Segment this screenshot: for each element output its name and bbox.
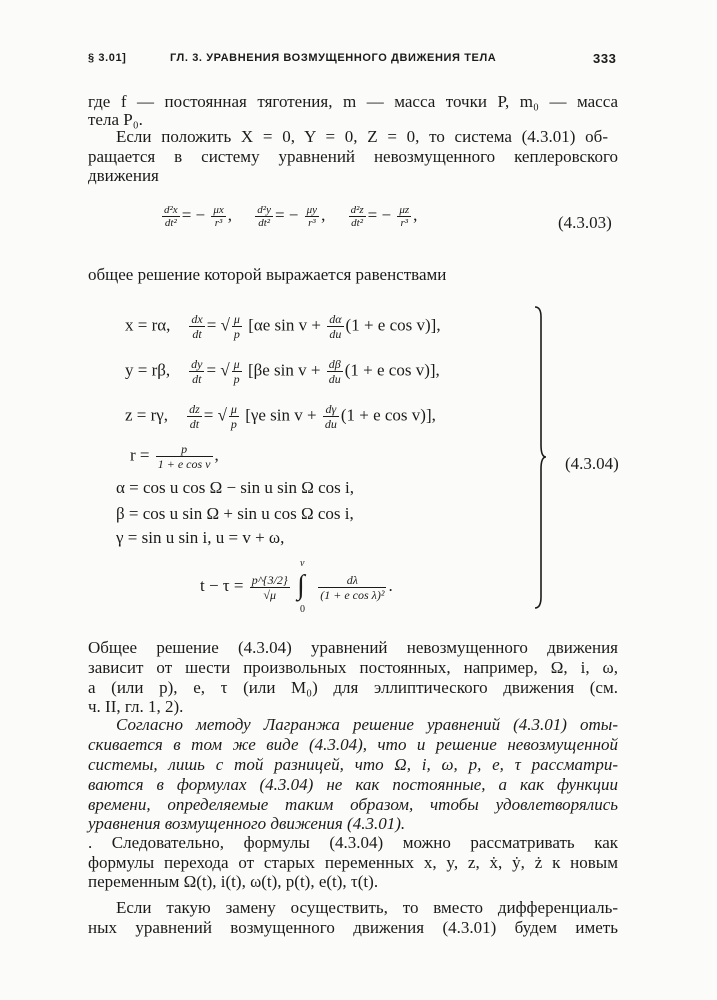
text-line: зависит от шести произвольных постоянных, например, Ω, i, ω, <box>88 658 618 677</box>
text-line: времени, определяемые таким образом, чтобы удовлетворялись <box>88 795 618 814</box>
equation-row-beta: β = cos u sin Ω + sin u cos Ω cos i, <box>116 504 354 523</box>
equation-4-3-03: $\frac{\text{d²x}}{\text{dt²}}$ = − $\frac{\mu x}{\text{r³}}$ , $\frac{\text{d²y}}{\text{dt²}}$ = − $\frac{\mu y}{\text{r³}}$ , $\frac{\text{d²z}}{\text{dt²}}$ = − $\frac{\mu z}{\text{r³}}$ , <box>164 204 418 229</box>
text-line: тела P₀. <box>88 110 143 129</box>
text-line: движения <box>88 166 159 185</box>
text-line: ращается в систему уравнений невозмущенного кеплеровского <box>88 147 618 166</box>
equation-row-gamma: γ = sin u sin i, u = v + ω, <box>116 528 285 547</box>
text-line: Если такую замену осуществить, то вместо дифференциаль- <box>116 898 618 917</box>
text-line: a (или p), e, τ (или M₀) для эллиптического движения (см. <box>88 678 618 697</box>
section-ref: § 3.01] <box>88 52 127 64</box>
text-line: . Следовательно, формулы (4.3.04) можно рассматривать как <box>88 833 618 852</box>
text-line: ных уравнений возмущенного движения (4.3.01) будем иметь <box>88 918 618 937</box>
right-brace <box>533 305 547 610</box>
equation-row-r: r = $\frac{p}{\text{1 + e cos v}}$ , <box>130 442 219 471</box>
equation-label-4-3-03: (4.3.03) <box>558 213 612 232</box>
text-line: системы, лишь с той разницей, что Ω, i, ω, p, e, τ рассматри- <box>88 755 618 774</box>
text-line: Если положить X = 0, Y = 0, Z = 0, то система (4.3.01) об- <box>116 127 608 146</box>
text-line: где f — постоянная тяготения, m — масса точки P, m₀ — масса <box>88 92 618 111</box>
text-line: ваются в формулах (4.3.04) не как постоянные, а как функции <box>88 775 618 794</box>
text-line: формулы перехода от старых переменных x, y, z, ẋ, ẏ, ż к новым <box>88 853 618 872</box>
text-line: ч. II, гл. 1, 2). <box>88 697 184 716</box>
equation-label-4-3-04: (4.3.04) <box>565 454 619 473</box>
text-line: Согласно методу Лагранжа решение уравнений (4.3.01) оты- <box>116 715 618 734</box>
text-line: общее решение которой выражается равенствами <box>88 265 447 284</box>
equation-row-time: t − τ = $\frac{p\^{}\{3/2\}}{√\mu}$ v ∫ 0 $\frac{d\lambda}{\text{(1 + e cos λ)²}}$ . <box>200 558 393 615</box>
running-title: ГЛ. 3. УРАВНЕНИЯ ВОЗМУЩЕННОГО ДВИЖЕНИЯ ТЕЛА <box>170 52 497 64</box>
equation-row-alpha: α = cos u cos Ω − sin u sin Ω cos i, <box>116 478 354 497</box>
equation-row-z: z = rγ, $\frac{dz}{dt}$ = √ $\frac{\mu}{p}$ [γe sin v + $\frac{d\gamma}{du}$ (1 + e cos v)], <box>125 402 436 431</box>
text-line: переменным Ω(t), i(t), ω(t), p(t), e(t), τ(t). <box>88 872 379 891</box>
text-line: скивается в том же виде (4.3.04), что и решение невозмущенной <box>88 735 618 754</box>
equation-row-x: x = rα, $\frac{dx}{dt}$ = √ $\frac{\mu}{p}$ [αe sin v + $\frac{d\alpha}{du}$ (1 + e cos v)], <box>125 312 441 341</box>
text-line: уравнения возмущенного движения (4.3.01). <box>88 814 406 833</box>
text-line: Общее решение (4.3.04) уравнений невозмущенного движения <box>88 638 618 657</box>
page-number: 333 <box>593 51 617 66</box>
equation-row-y: y = rβ, $\frac{dy}{dt}$ = √ $\frac{\mu}{p}$ [βe sin v + $\frac{d\beta}{du}$ (1 + e cos v)], <box>125 357 440 386</box>
